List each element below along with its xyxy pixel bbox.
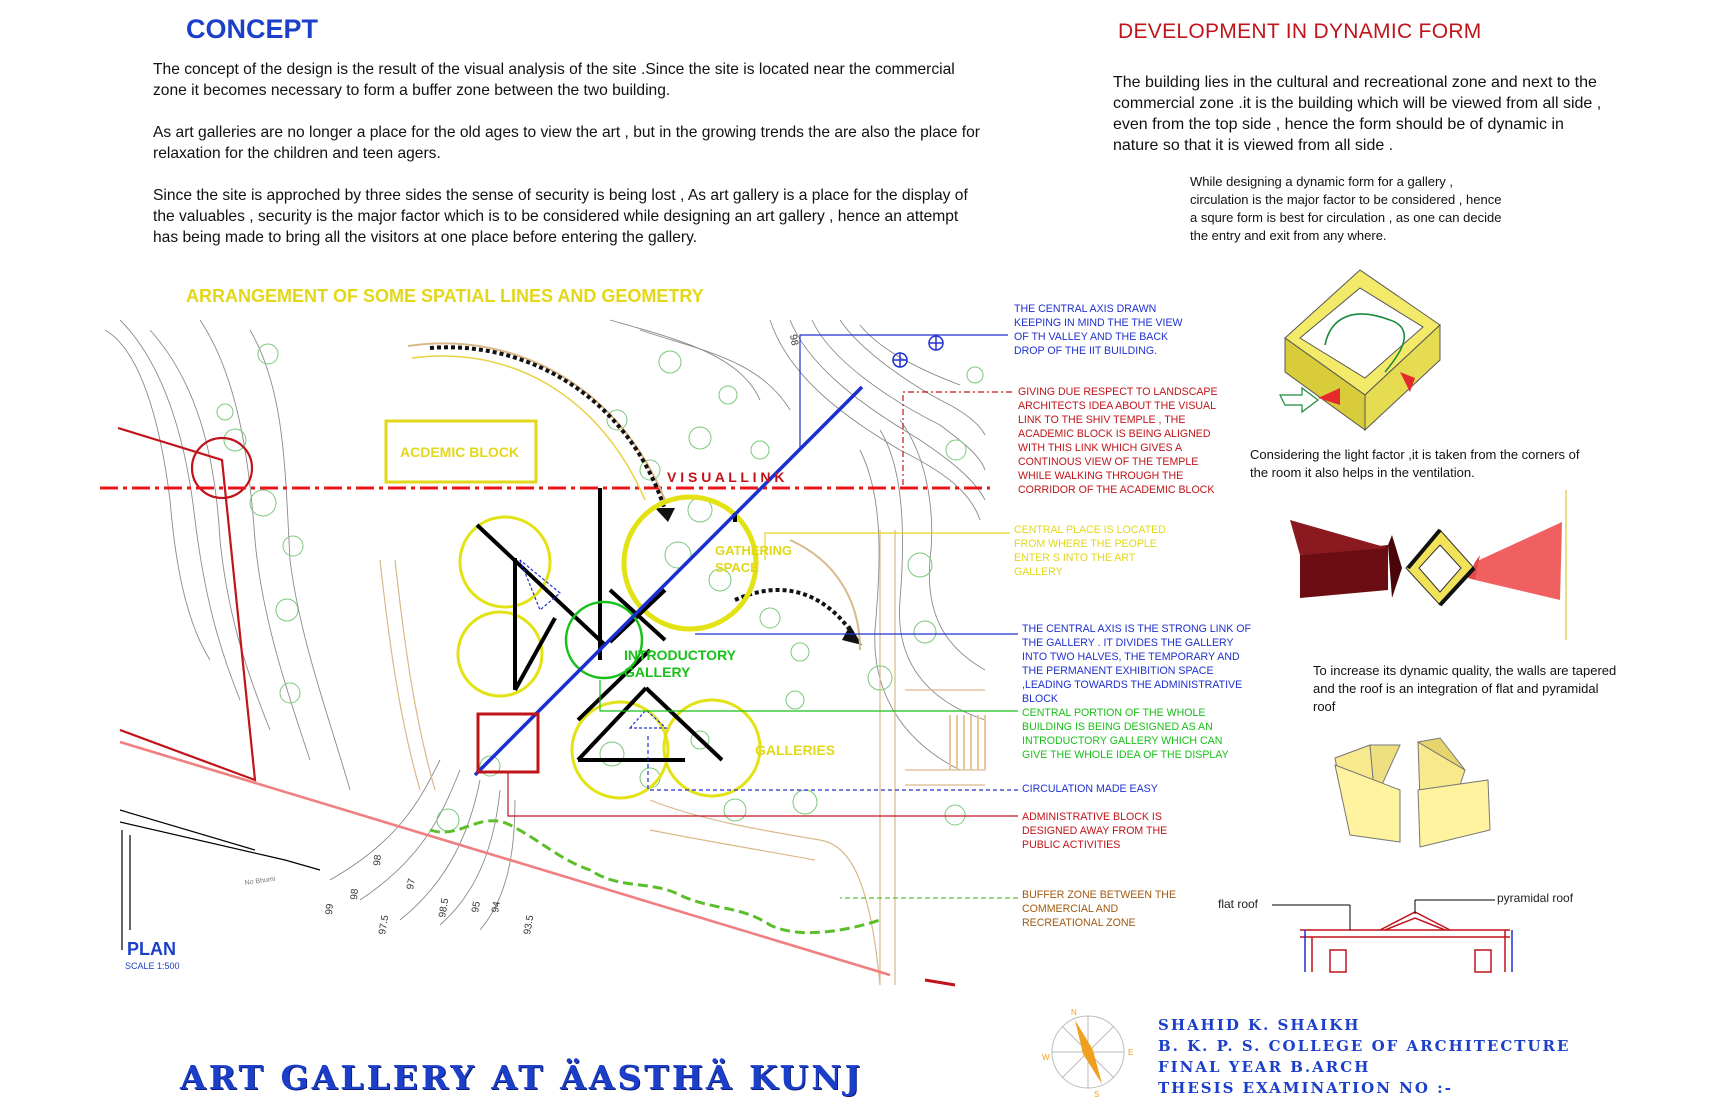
plan-scale: SCALE 1:500 xyxy=(125,961,180,971)
buffer-zone-line xyxy=(430,821,880,933)
concept-paragraph-1: The concept of the design is the result of the visual analysis of the site .Since the site is located near the commercial zone it becomes necessary to form a buffer zone between the two building. xyxy=(153,61,955,99)
hatched-strip xyxy=(950,715,985,770)
annotation-central-place: CENTRAL PLACE IS LOCATED FROM WHERE THE PEOPLE ENTER S INTO THE ART GALLERY xyxy=(1014,524,1166,578)
academic-block-label: ACDEMIC BLOCK xyxy=(400,444,519,460)
exam-number: THESIS EXAMINATION NO :- xyxy=(1158,1079,1453,1097)
square-form-sketch xyxy=(1280,270,1440,430)
gathering-space-label-2: SPACE xyxy=(715,560,759,575)
road-lines xyxy=(120,810,320,950)
flat-roof-label: flat roof xyxy=(1218,897,1259,911)
compass-s: S xyxy=(1094,1090,1100,1099)
annotation-buffer: BUFFER ZONE BETWEEN THE COMMERCIAL AND RECREATIONAL ZONE xyxy=(1022,889,1177,929)
introductory-gallery-label-2: GALLERY xyxy=(624,664,691,680)
visual-link-label: V I S U A L L I N K xyxy=(667,469,785,485)
contour-label: 95 xyxy=(470,900,483,914)
compass-e: E xyxy=(1128,1048,1134,1057)
annotation-visual-link: GIVING DUE RESPECT TO LANDSCAPE ARCHITECTS IDEA ABOUT THE VISUAL LINK TO THE SHIV TEMPLE , THE ACADEMIC BLOCK IS BEING ALIGNED WITH THIS LINK WHICH GIVES A CONTINOUS VIEW OF THE TEMPLE WHILE WALKING THROUGH THE CORRIDOR OF THE ACADEMIC BLOCK xyxy=(1018,386,1218,496)
development-paragraph-2: While designing a dynamic form for a gallery , circulation is the major factor to be considered , hence a squre form is best for circulation , as one can decide the entry and exit from any where. xyxy=(1190,174,1502,243)
road-label: No Bhumi xyxy=(244,875,276,887)
annotation-introductory: CENTRAL PORTION OF THE WHOLE BUILDING IS BEING DESIGNED AS AN INTRODUCTORY GALLERY WHICH CAN GIVE THE WHOLE IDEA OF THE DISPLAY xyxy=(1022,707,1229,761)
contour-label: 98.5 xyxy=(437,897,452,919)
plan-label: PLAN xyxy=(127,939,176,959)
annotation-admin: ADMINISTRATIVE BLOCK IS DESIGNED AWAY FROM THE PUBLIC ACTIVITIES xyxy=(1022,811,1168,851)
contour-label: 97.5 xyxy=(377,914,392,936)
dynamic-quality-note: To increase its dynamic quality, the walls are tapered and the roof is an integration of flat and pyramidal roof xyxy=(1313,663,1617,714)
north-compass xyxy=(1042,1008,1133,1099)
light-factor-note: Considering the light factor ,it is taken from the corners of the room it also helps in the ventilation. xyxy=(1250,447,1580,480)
contour-label: 94 xyxy=(490,900,503,914)
contour-lines xyxy=(105,320,985,930)
concept-heading: CONCEPT xyxy=(186,14,319,44)
introductory-gallery-label: INTRODUCTORY xyxy=(624,647,736,663)
contour-label: 93.5 xyxy=(522,914,537,936)
concept-paragraph-2: As art galleries are no longer a place for the old ages to view the art , but in the growing trends the are also the place for relaxation for the children and teen agers. xyxy=(153,124,980,162)
contour-label: 98 xyxy=(372,854,384,867)
compass-n: N xyxy=(1071,1008,1077,1017)
galleries-label: GALLERIES xyxy=(755,742,836,758)
commercial-road-line xyxy=(120,742,890,975)
approach-arrow-path xyxy=(430,347,665,510)
arrangement-heading: ARRANGEMENT OF SOME SPATIAL LINES AND GEOMETRY xyxy=(186,286,704,306)
development-heading: DEVELOPMENT IN DYNAMIC FORM xyxy=(1118,20,1482,43)
college-name: B. K. P. S. COLLEGE OF ARCHITECTURE xyxy=(1158,1037,1571,1055)
concept-paragraph-3: Since the site is approched by three sides the sense of security is being lost , As art gallery is a place for the display of the valuables , security is the major factor which is to be considered while designing an art gallery , hence an attempt has being made to bring all the visitors at one place before entering the gallery. xyxy=(153,187,968,246)
annotation-axis: THE CENTRAL AXIS DRAWN KEEPING IN MIND THE THE VIEW OF TH VALLEY AND THE BACK DROP OF THE IIT BUILDING. xyxy=(1014,303,1183,357)
development-paragraph-1: The building lies in the cultural and recreational zone and next to the commercial zone .it is the building which will be viewed from all side , even from the top side , hence the form should be of dynamic in nature so that it is viewed from all side . xyxy=(1113,74,1602,154)
survey-markers xyxy=(893,336,943,367)
annotation-circulation: CIRCULATION MADE EASY xyxy=(1022,783,1158,795)
gathering-space-label: GATHERING xyxy=(715,543,793,558)
contour-label: 98 xyxy=(787,333,800,347)
drawing-title: ART GALLERY AT ÄASTHÄ KUNJ xyxy=(180,1058,864,1097)
site-paths xyxy=(380,530,985,985)
gallery-geometry xyxy=(477,488,735,760)
author-name: SHAHID K. SHAIKH xyxy=(1158,1016,1361,1034)
course-year: FINAL YEAR B.ARCH xyxy=(1158,1058,1371,1076)
light-diamond-sketch xyxy=(1290,490,1566,640)
tapered-walls-sketch xyxy=(1335,738,1490,847)
roof-section-sketch xyxy=(1272,900,1512,972)
contour-label: 98 xyxy=(349,888,361,901)
contour-label: 97 xyxy=(405,877,418,891)
central-axis-line xyxy=(475,387,862,775)
compass-w: W xyxy=(1042,1053,1050,1062)
pyramidal-roof-label: pyramidal roof xyxy=(1497,891,1574,905)
annotation-central-axis: THE CENTRAL AXIS IS THE STRONG LINK OF THE GALLERY . IT DIVIDES THE GALLERY INTO TWO HALVES, THE TEMPORARY AND THE PERMANENT EXHIBITION SPACE ,LEADING TOWARDS THE ADMINISTRATIVE BLOCK xyxy=(1022,623,1251,705)
leader-lines xyxy=(508,335,1018,898)
contour-label: 99 xyxy=(324,903,336,916)
